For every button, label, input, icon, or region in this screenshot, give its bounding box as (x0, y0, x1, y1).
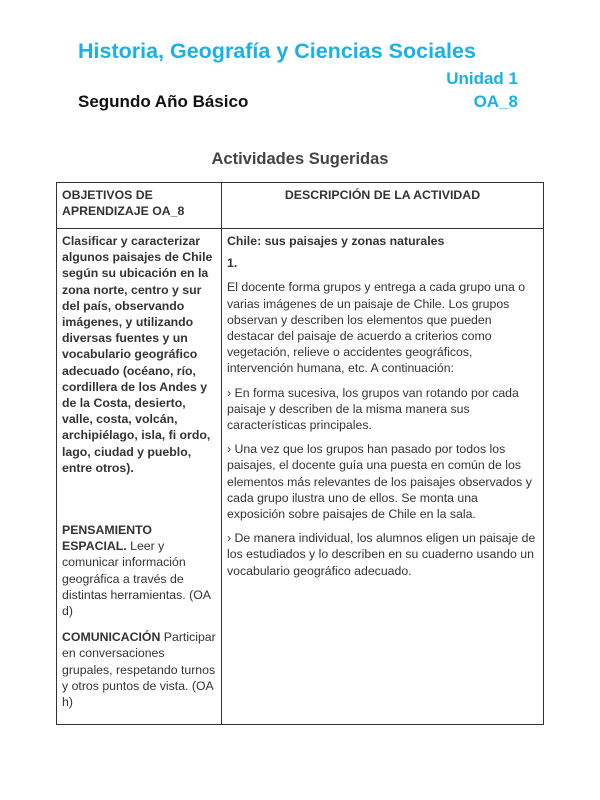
section-title: Actividades Sugeridas (211, 150, 389, 168)
objectives-cell (57, 229, 222, 725)
table-row (57, 229, 544, 725)
subject-title: Historia, Geografía y Ciencias Sociales (78, 39, 476, 63)
unit-label: Unidad 1 (446, 69, 518, 88)
description-header: DESCRIPCIÓN DE LA ACTIVIDAD (222, 183, 544, 229)
objective-text: Clasificar y caracterizar algunos paisajes de Chile según su ubicación en la zona norte, centro y sur del país, observando imágenes, y utilizando diversas fuentes y un vocabulario geográfico adecuado (océano, río, cordillera de los Andes y de la Costa, desierto, valle, costa, volcán, archipiélago, isla, fi ordo, lago, ciudad y pueblo, entre otros). (62, 234, 213, 475)
skill-communication (62, 629, 216, 710)
skill-spatial-label: PENSAMIENTO ESPACIAL. (62, 523, 152, 554)
activity-number: 1. (227, 256, 238, 271)
oa-label: OA_8 (473, 92, 518, 111)
grade-label: Segundo Año Básico (78, 92, 249, 111)
skill-communication-text: Participar en conversaciones grupales, respetando turnos y otros puntos de vista. (OA h) (62, 630, 216, 710)
objectives-header: OBJETIVOS DE APRENDIZAJE OA_8 (57, 183, 222, 229)
skill-spatial-text: Leer y comunicar información geográfica a través de distintas herramientas. (OA d) (62, 539, 211, 619)
description-cell (222, 229, 544, 725)
activity-paragraph: El docente forma grupos y entrega a cada grupo una o varias imágenes de un paisaje de Chile. Los grupos observan y describen los elementos que pueden destacar del paisaje de acuerdo a criterios como vegetación, relieve o accidentes geográficos, intervención humana, etc. A continuación: (227, 280, 526, 376)
activity-paragraph: › En forma sucesiva, los grupos van rotando por cada paisaje y describen de la misma manera sus características principales. (227, 385, 519, 433)
activity-paragraph: › Una vez que los grupos han pasado por todos los paisajes, el docente guía una puesta en común de los elementos más relevantes de los paisajes observados y cada grupo ilustra uno de ellos. Se monta una exposición sobre paisajes de Chile en la sala. (227, 442, 532, 522)
activity-title: Chile: sus paisajes y zonas naturales (227, 234, 445, 248)
skill-communication-label: COMUNICACIÓN (62, 630, 161, 645)
skill-spatial (62, 522, 216, 619)
activities-table (56, 182, 544, 725)
table-header-row (57, 183, 544, 229)
activity-paragraph: › De manera individual, los alumnos eligen un paisaje de los estudiados y lo describen en su cuaderno usando un vocabulario geográfico adecuado. (227, 531, 536, 578)
